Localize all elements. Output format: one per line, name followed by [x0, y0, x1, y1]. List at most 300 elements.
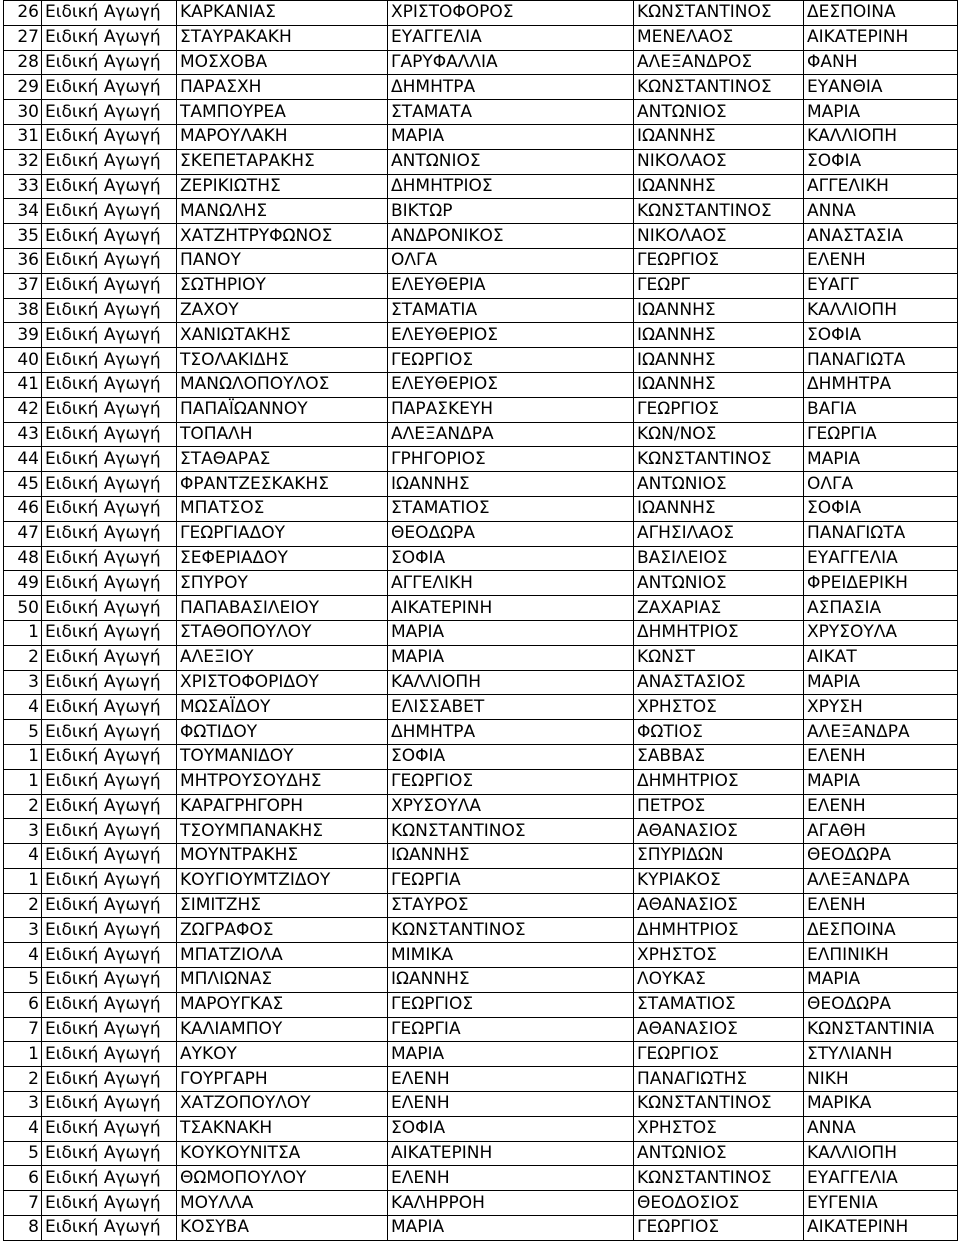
row-number: 33: [4, 174, 42, 199]
table-row: [4, 1116, 958, 1141]
father-name-cell: ΝΙΚΟΛΑΟΣ: [634, 224, 804, 249]
father-name-cell: ΣΑΒΒΑΣ: [634, 744, 804, 769]
table-row: [4, 571, 958, 596]
category-cell: Ειδική Αγωγή: [42, 620, 177, 645]
surname-cell: ΜΠΛΙΩΝΑΣ: [177, 968, 388, 993]
father-name-cell: ΜΕΝΕΛΑΟΣ: [634, 25, 804, 50]
surname-cell: ΜΠΑΤΖΙΟΛΑ: [177, 943, 388, 968]
first-name-cell: ΜΙΜΙΚΑ: [388, 943, 634, 968]
category-cell: Ειδική Αγωγή: [42, 521, 177, 546]
table-row: [4, 968, 958, 993]
father-name-cell: ΛΟΥΚΑΣ: [634, 968, 804, 993]
mother-name-cell: ΑΝΝΑ: [804, 199, 958, 224]
row-number: 6: [4, 1166, 42, 1191]
surname-cell: ΠΑΡΑΣΧΗ: [177, 75, 388, 100]
mother-name-cell: ΦΑΝΗ: [804, 50, 958, 75]
row-number: 1: [4, 868, 42, 893]
surname-cell: ΑΛΕΞΙΟΥ: [177, 645, 388, 670]
table-row: [4, 25, 958, 50]
father-name-cell: ΑΘΑΝΑΣΙΟΣ: [634, 819, 804, 844]
first-name-cell: ΣΟΦΙΑ: [388, 744, 634, 769]
mother-name-cell: ΟΛΓΑ: [804, 472, 958, 497]
first-name-cell: ΜΑΡΙΑ: [388, 124, 634, 149]
category-cell: Ειδική Αγωγή: [42, 149, 177, 174]
table-row: [4, 769, 958, 794]
category-cell: Ειδική Αγωγή: [42, 323, 177, 348]
surname-cell: ΦΡΑΝΤΖΕΣΚΑΚΗΣ: [177, 472, 388, 497]
surname-cell: ΜΑΡΟΥΓΚΑΣ: [177, 992, 388, 1017]
father-name-cell: ΚΩΝΣΤΑΝΤΙΝΟΣ: [634, 199, 804, 224]
row-number: 4: [4, 695, 42, 720]
table-row: [4, 1191, 958, 1216]
category-cell: Ειδική Αγωγή: [42, 868, 177, 893]
category-cell: Ειδική Αγωγή: [42, 1166, 177, 1191]
category-cell: Ειδική Αγωγή: [42, 372, 177, 397]
candidates-table: [3, 0, 958, 1241]
mother-name-cell: ΜΑΡΙΑ: [804, 100, 958, 125]
first-name-cell: ΙΩΑΝΝΗΣ: [388, 472, 634, 497]
surname-cell: ΣΠΥΡΟΥ: [177, 571, 388, 596]
mother-name-cell: ΑΛΕΞΑΝΔΡΑ: [804, 868, 958, 893]
category-cell: Ειδική Αγωγή: [42, 124, 177, 149]
surname-cell: ΚΟΥΓΙΟΥΜΤΖΙΔΟΥ: [177, 868, 388, 893]
table-row: [4, 844, 958, 869]
row-number: 36: [4, 248, 42, 273]
row-number: 42: [4, 397, 42, 422]
category-cell: Ειδική Αγωγή: [42, 50, 177, 75]
mother-name-cell: ΕΛΕΝΗ: [804, 893, 958, 918]
surname-cell: ΜΑΝΩΛΗΣ: [177, 199, 388, 224]
category-cell: Ειδική Αγωγή: [42, 744, 177, 769]
category-cell: Ειδική Αγωγή: [42, 769, 177, 794]
father-name-cell: ΔΗΜΗΤΡΙΟΣ: [634, 769, 804, 794]
category-cell: Ειδική Αγωγή: [42, 695, 177, 720]
surname-cell: ΜΟΥΝΤΡΑΚΗΣ: [177, 844, 388, 869]
mother-name-cell: ΣΟΦΙΑ: [804, 149, 958, 174]
category-cell: Ειδική Αγωγή: [42, 100, 177, 125]
table-row: [4, 472, 958, 497]
mother-name-cell: ΜΑΡΙΑ: [804, 670, 958, 695]
row-number: 43: [4, 422, 42, 447]
category-cell: Ειδική Αγωγή: [42, 943, 177, 968]
table-row: [4, 546, 958, 571]
category-cell: Ειδική Αγωγή: [42, 918, 177, 943]
surname-cell: ΜΑΡΟΥΛΑΚΗ: [177, 124, 388, 149]
table-row: [4, 868, 958, 893]
row-number: 41: [4, 372, 42, 397]
father-name-cell: ΙΩΑΝΝΗΣ: [634, 348, 804, 373]
father-name-cell: ΚΩΝΣΤΑΝΤΙΝΟΣ: [634, 75, 804, 100]
first-name-cell: ΕΛΕΝΗ: [388, 1092, 634, 1117]
table-row: [4, 1067, 958, 1092]
surname-cell: ΤΣΟΛΑΚΙΔΗΣ: [177, 348, 388, 373]
table-row: [4, 893, 958, 918]
father-name-cell: ΚΩΝΣΤΑΝΤΙΝΟΣ: [634, 447, 804, 472]
row-number: 34: [4, 199, 42, 224]
mother-name-cell: ΘΕΟΔΩΡΑ: [804, 992, 958, 1017]
first-name-cell: ΘΕΟΔΩΡΑ: [388, 521, 634, 546]
father-name-cell: ΑΘΑΝΑΣΙΟΣ: [634, 1017, 804, 1042]
row-number: 28: [4, 50, 42, 75]
category-cell: Ειδική Αγωγή: [42, 422, 177, 447]
row-number: 35: [4, 224, 42, 249]
surname-cell: ΣΕΦΕΡΙΑΔΟΥ: [177, 546, 388, 571]
mother-name-cell: ΒΑΓΙΑ: [804, 397, 958, 422]
table-row: [4, 1042, 958, 1067]
row-number: 38: [4, 298, 42, 323]
mother-name-cell: ΑΙΚΑΤ: [804, 645, 958, 670]
surname-cell: ΚΑΡΚΑΝΙΑΣ: [177, 1, 388, 26]
father-name-cell: ΖΑΧΑΡΙΑΣ: [634, 596, 804, 621]
category-cell: Ειδική Αγωγή: [42, 1092, 177, 1117]
first-name-cell: ΑΛΕΞΑΝΔΡΑ: [388, 422, 634, 447]
first-name-cell: ΣΟΦΙΑ: [388, 546, 634, 571]
table-row: [4, 596, 958, 621]
first-name-cell: ΜΑΡΙΑ: [388, 645, 634, 670]
mother-name-cell: ΕΛΕΝΗ: [804, 744, 958, 769]
mother-name-cell: ΑΙΚΑΤΕΡΙΝΗ: [804, 25, 958, 50]
row-number: 46: [4, 496, 42, 521]
father-name-cell: ΚΩΝΣΤ: [634, 645, 804, 670]
father-name-cell: ΑΝΤΩΝΙΟΣ: [634, 472, 804, 497]
category-cell: Ειδική Αγωγή: [42, 1141, 177, 1166]
surname-cell: ΜΠΑΤΣΟΣ: [177, 496, 388, 521]
father-name-cell: ΙΩΑΝΝΗΣ: [634, 323, 804, 348]
surname-cell: ΣΤΑΥΡΑΚΑΚΗ: [177, 25, 388, 50]
row-number: 8: [4, 1216, 42, 1241]
first-name-cell: ΣΤΑΜΑΤΙΑ: [388, 298, 634, 323]
mother-name-cell: ΔΕΣΠΟΙΝΑ: [804, 1, 958, 26]
row-number: 3: [4, 670, 42, 695]
surname-cell: ΘΩΜΟΠΟΥΛΟΥ: [177, 1166, 388, 1191]
first-name-cell: ΚΑΛΗΡΡΟΗ: [388, 1191, 634, 1216]
mother-name-cell: ΘΕΟΔΩΡΑ: [804, 844, 958, 869]
table-row: [4, 1166, 958, 1191]
mother-name-cell: ΚΑΛΛΙΟΠΗ: [804, 298, 958, 323]
mother-name-cell: ΧΡΥΣΟΥΛΑ: [804, 620, 958, 645]
surname-cell: ΣΚΕΠΕΤΑΡΑΚΗΣ: [177, 149, 388, 174]
father-name-cell: ΙΩΑΝΝΗΣ: [634, 124, 804, 149]
first-name-cell: ΓΕΩΡΓΙΟΣ: [388, 992, 634, 1017]
father-name-cell: ΙΩΑΝΝΗΣ: [634, 496, 804, 521]
father-name-cell: ΙΩΑΝΝΗΣ: [634, 372, 804, 397]
row-number: 6: [4, 992, 42, 1017]
first-name-cell: ΙΩΑΝΝΗΣ: [388, 968, 634, 993]
category-cell: Ειδική Αγωγή: [42, 75, 177, 100]
table-row: [4, 199, 958, 224]
row-number: 40: [4, 348, 42, 373]
first-name-cell: ΚΩΝΣΤΑΝΤΙΝΟΣ: [388, 918, 634, 943]
first-name-cell: ΧΡΙΣΤΟΦΟΡΟΣ: [388, 1, 634, 26]
table-row: [4, 397, 958, 422]
row-number: 4: [4, 943, 42, 968]
row-number: 3: [4, 1092, 42, 1117]
category-cell: Ειδική Αγωγή: [42, 844, 177, 869]
father-name-cell: ΚΩΝ/ΝΟΣ: [634, 422, 804, 447]
row-number: 2: [4, 1067, 42, 1092]
document-page: [3, 0, 957, 1241]
mother-name-cell: ΕΥΑΓΓ: [804, 273, 958, 298]
surname-cell: ΧΑΤΖΟΠΟΥΛΟΥ: [177, 1092, 388, 1117]
first-name-cell: ΑΝΔΡΟΝΙΚΟΣ: [388, 224, 634, 249]
category-cell: Ειδική Αγωγή: [42, 496, 177, 521]
first-name-cell: ΑΙΚΑΤΕΡΙΝΗ: [388, 596, 634, 621]
mother-name-cell: ΚΑΛΛΙΟΠΗ: [804, 124, 958, 149]
surname-cell: ΦΩΤΙΔΟΥ: [177, 720, 388, 745]
father-name-cell: ΦΩΤΙΟΣ: [634, 720, 804, 745]
first-name-cell: ΔΗΜΗΤΡΑ: [388, 75, 634, 100]
surname-cell: ΣΩΤΗΡΙΟΥ: [177, 273, 388, 298]
table-row: [4, 1216, 958, 1241]
father-name-cell: ΔΗΜΗΤΡΙΟΣ: [634, 620, 804, 645]
mother-name-cell: ΠΑΝΑΓΙΩΤΑ: [804, 348, 958, 373]
first-name-cell: ΑΓΓΕΛΙΚΗ: [388, 571, 634, 596]
row-number: 39: [4, 323, 42, 348]
father-name-cell: ΒΑΣΙΛΕΙΟΣ: [634, 546, 804, 571]
table-row: [4, 918, 958, 943]
table-row: [4, 794, 958, 819]
first-name-cell: ΓΕΩΡΓΙΟΣ: [388, 348, 634, 373]
first-name-cell: ΟΛΓΑ: [388, 248, 634, 273]
surname-cell: ΤΟΠΑΛΗ: [177, 422, 388, 447]
row-number: 1: [4, 620, 42, 645]
row-number: 31: [4, 124, 42, 149]
table-row: [4, 819, 958, 844]
surname-cell: ΤΑΜΠΟΥΡΕΑ: [177, 100, 388, 125]
category-cell: Ειδική Αγωγή: [42, 645, 177, 670]
table-row: [4, 323, 958, 348]
row-number: 47: [4, 521, 42, 546]
first-name-cell: ΕΛΕΥΘΕΡΙΑ: [388, 273, 634, 298]
father-name-cell: ΑΓΗΣΙΛΑΟΣ: [634, 521, 804, 546]
father-name-cell: ΚΩΝΣΤΑΝΤΙΝΟΣ: [634, 1, 804, 26]
surname-cell: ΠΑΠΑΪΩΑΝΝΟΥ: [177, 397, 388, 422]
table-row: [4, 124, 958, 149]
mother-name-cell: ΚΩΝΣΤΑΝΤΙΝΙΑ: [804, 1017, 958, 1042]
row-number: 30: [4, 100, 42, 125]
table-row: [4, 372, 958, 397]
surname-cell: ΚΟΥΚΟΥΝΙΤΣΑ: [177, 1141, 388, 1166]
table-row: [4, 348, 958, 373]
category-cell: Ειδική Αγωγή: [42, 571, 177, 596]
row-number: 1: [4, 1042, 42, 1067]
first-name-cell: ΚΩΝΣΤΑΝΤΙΝΟΣ: [388, 819, 634, 844]
surname-cell: ΣΤΑΘΟΠΟΥΛΟΥ: [177, 620, 388, 645]
category-cell: Ειδική Αγωγή: [42, 1191, 177, 1216]
father-name-cell: ΑΝΤΩΝΙΟΣ: [634, 100, 804, 125]
father-name-cell: ΧΡΗΣΤΟΣ: [634, 1116, 804, 1141]
surname-cell: ΣΙΜΙΤΖΗΣ: [177, 893, 388, 918]
table-row: [4, 620, 958, 645]
mother-name-cell: ΣΟΦΙΑ: [804, 496, 958, 521]
mother-name-cell: ΑΣΠΑΣΙΑ: [804, 596, 958, 621]
first-name-cell: ΒΙΚΤΩΡ: [388, 199, 634, 224]
table-row: [4, 447, 958, 472]
table-row: [4, 992, 958, 1017]
father-name-cell: ΑΝΤΩΝΙΟΣ: [634, 1141, 804, 1166]
father-name-cell: ΚΩΝΣΤΑΝΤΙΝΟΣ: [634, 1166, 804, 1191]
mother-name-cell: ΓΕΩΡΓΙΑ: [804, 422, 958, 447]
surname-cell: ΣΤΑΘΑΡΑΣ: [177, 447, 388, 472]
category-cell: Ειδική Αγωγή: [42, 248, 177, 273]
row-number: 7: [4, 1191, 42, 1216]
category-cell: Ειδική Αγωγή: [42, 1, 177, 26]
category-cell: Ειδική Αγωγή: [42, 472, 177, 497]
table-row: [4, 100, 958, 125]
first-name-cell: ΙΩΑΝΝΗΣ: [388, 844, 634, 869]
row-number: 5: [4, 720, 42, 745]
first-name-cell: ΔΗΜΗΤΡΙΟΣ: [388, 174, 634, 199]
table-row: [4, 1, 958, 26]
row-number: 32: [4, 149, 42, 174]
surname-cell: ΜΑΝΩΛΟΠΟΥΛΟΣ: [177, 372, 388, 397]
row-number: 1: [4, 769, 42, 794]
first-name-cell: ΣΤΑΥΡΟΣ: [388, 893, 634, 918]
table-row: [4, 645, 958, 670]
father-name-cell: ΙΩΑΝΝΗΣ: [634, 174, 804, 199]
mother-name-cell: ΦΡΕΙΔΕΡΙΚΗ: [804, 571, 958, 596]
mother-name-cell: ΑΝΝΑ: [804, 1116, 958, 1141]
surname-cell: ΚΟΣΥΒΑ: [177, 1216, 388, 1241]
father-name-cell: ΑΝΑΣΤΑΣΙΟΣ: [634, 670, 804, 695]
father-name-cell: ΓΕΩΡΓΙΟΣ: [634, 397, 804, 422]
table-body: [4, 1, 958, 1241]
category-cell: Ειδική Αγωγή: [42, 968, 177, 993]
category-cell: Ειδική Αγωγή: [42, 447, 177, 472]
father-name-cell: ΠΕΤΡΟΣ: [634, 794, 804, 819]
category-cell: Ειδική Αγωγή: [42, 224, 177, 249]
mother-name-cell: ΜΑΡΙΑ: [804, 447, 958, 472]
mother-name-cell: ΝΙΚΗ: [804, 1067, 958, 1092]
table-row: [4, 422, 958, 447]
table-row: [4, 273, 958, 298]
category-cell: Ειδική Αγωγή: [42, 199, 177, 224]
mother-name-cell: ΣΟΦΙΑ: [804, 323, 958, 348]
first-name-cell: ΓΑΡΥΦΑΛΛΙΑ: [388, 50, 634, 75]
table-row: [4, 75, 958, 100]
father-name-cell: ΓΕΩΡΓ: [634, 273, 804, 298]
surname-cell: ΓΟΥΡΓΑΡΗ: [177, 1067, 388, 1092]
first-name-cell: ΓΕΩΡΓΙΑ: [388, 868, 634, 893]
surname-cell: ΖΕΡΙΚΙΩΤΗΣ: [177, 174, 388, 199]
category-cell: Ειδική Αγωγή: [42, 720, 177, 745]
first-name-cell: ΜΑΡΙΑ: [388, 1216, 634, 1241]
table-row: [4, 744, 958, 769]
mother-name-cell: ΣΤΥΛΙΑΝΗ: [804, 1042, 958, 1067]
row-number: 2: [4, 893, 42, 918]
mother-name-cell: ΑΝΑΣΤΑΣΙΑ: [804, 224, 958, 249]
first-name-cell: ΕΥΑΓΓΕΛΙΑ: [388, 25, 634, 50]
row-number: 4: [4, 1116, 42, 1141]
category-cell: Ειδική Αγωγή: [42, 273, 177, 298]
first-name-cell: ΣΤΑΜΑΤΑ: [388, 100, 634, 125]
row-number: 3: [4, 819, 42, 844]
father-name-cell: ΑΘΑΝΑΣΙΟΣ: [634, 893, 804, 918]
category-cell: Ειδική Αγωγή: [42, 1116, 177, 1141]
mother-name-cell: ΜΑΡΙΑ: [804, 769, 958, 794]
mother-name-cell: ΕΛΕΝΗ: [804, 794, 958, 819]
table-row: [4, 720, 958, 745]
category-cell: Ειδική Αγωγή: [42, 397, 177, 422]
mother-name-cell: ΑΙΚΑΤΕΡΙΝΗ: [804, 1216, 958, 1241]
mother-name-cell: ΑΛΕΞΑΝΔΡΑ: [804, 720, 958, 745]
category-cell: Ειδική Αγωγή: [42, 1017, 177, 1042]
mother-name-cell: ΚΑΛΛΙΟΠΗ: [804, 1141, 958, 1166]
mother-name-cell: ΕΥΑΓΓΕΛΙΑ: [804, 1166, 958, 1191]
row-number: 50: [4, 596, 42, 621]
category-cell: Ειδική Αγωγή: [42, 546, 177, 571]
first-name-cell: ΓΕΩΡΓΙΟΣ: [388, 769, 634, 794]
father-name-cell: ΠΑΝΑΓΙΩΤΗΣ: [634, 1067, 804, 1092]
first-name-cell: ΜΑΡΙΑ: [388, 620, 634, 645]
first-name-cell: ΣΟΦΙΑ: [388, 1116, 634, 1141]
first-name-cell: ΑΙΚΑΤΕΡΙΝΗ: [388, 1141, 634, 1166]
table-row: [4, 521, 958, 546]
father-name-cell: ΚΩΝΣΤΑΝΤΙΝΟΣ: [634, 1092, 804, 1117]
mother-name-cell: ΔΗΜΗΤΡΑ: [804, 372, 958, 397]
table-row: [4, 496, 958, 521]
table-row: [4, 50, 958, 75]
father-name-cell: ΧΡΗΣΤΟΣ: [634, 943, 804, 968]
row-number: 26: [4, 1, 42, 26]
row-number: 27: [4, 25, 42, 50]
row-number: 45: [4, 472, 42, 497]
mother-name-cell: ΕΛΠΙΝΙΚΗ: [804, 943, 958, 968]
surname-cell: ΚΑΛΙΑΜΠΟΥ: [177, 1017, 388, 1042]
first-name-cell: ΚΑΛΛΙΟΠΗ: [388, 670, 634, 695]
surname-cell: ΚΑΡΑΓΡΗΓΟΡΗ: [177, 794, 388, 819]
first-name-cell: ΕΛΕΥΘΕΡΙΟΣ: [388, 372, 634, 397]
row-number: 7: [4, 1017, 42, 1042]
surname-cell: ΖΑΧΟΥ: [177, 298, 388, 323]
category-cell: Ειδική Αγωγή: [42, 596, 177, 621]
surname-cell: ΜΟΥΛΛΑ: [177, 1191, 388, 1216]
first-name-cell: ΜΑΡΙΑ: [388, 1042, 634, 1067]
mother-name-cell: ΑΓΓΕΛΙΚΗ: [804, 174, 958, 199]
category-cell: Ειδική Αγωγή: [42, 25, 177, 50]
mother-name-cell: ΜΑΡΙΚΑ: [804, 1092, 958, 1117]
mother-name-cell: ΑΓΑΘΗ: [804, 819, 958, 844]
first-name-cell: ΠΑΡΑΣΚΕΥΗ: [388, 397, 634, 422]
surname-cell: ΑΥΚΟΥ: [177, 1042, 388, 1067]
father-name-cell: ΝΙΚΟΛΑΟΣ: [634, 149, 804, 174]
mother-name-cell: ΠΑΝΑΓΙΩΤΑ: [804, 521, 958, 546]
first-name-cell: ΓΡΗΓΟΡΙΟΣ: [388, 447, 634, 472]
father-name-cell: ΣΠΥΡΙΔΩΝ: [634, 844, 804, 869]
mother-name-cell: ΕΛΕΝΗ: [804, 248, 958, 273]
category-cell: Ειδική Αγωγή: [42, 348, 177, 373]
table-row: [4, 298, 958, 323]
mother-name-cell: ΔΕΣΠΟΙΝΑ: [804, 918, 958, 943]
first-name-cell: ΔΗΜΗΤΡΑ: [388, 720, 634, 745]
first-name-cell: ΕΛΕΝΗ: [388, 1067, 634, 1092]
table-row: [4, 248, 958, 273]
surname-cell: ΜΗΤΡΟΥΣΟΥΔΗΣ: [177, 769, 388, 794]
first-name-cell: ΕΛΕΝΗ: [388, 1166, 634, 1191]
father-name-cell: ΑΛΕΞΑΝΔΡΟΣ: [634, 50, 804, 75]
category-cell: Ειδική Αγωγή: [42, 1216, 177, 1241]
surname-cell: ΧΑΤΖΗΤΡΥΦΩΝΟΣ: [177, 224, 388, 249]
mother-name-cell: ΧΡΥΣΗ: [804, 695, 958, 720]
row-number: 1: [4, 744, 42, 769]
table-row: [4, 174, 958, 199]
father-name-cell: ΣΤΑΜΑΤΙΟΣ: [634, 992, 804, 1017]
surname-cell: ΖΩΓΡΑΦΟΣ: [177, 918, 388, 943]
table-row: [4, 943, 958, 968]
row-number: 5: [4, 968, 42, 993]
row-number: 44: [4, 447, 42, 472]
category-cell: Ειδική Αγωγή: [42, 1067, 177, 1092]
